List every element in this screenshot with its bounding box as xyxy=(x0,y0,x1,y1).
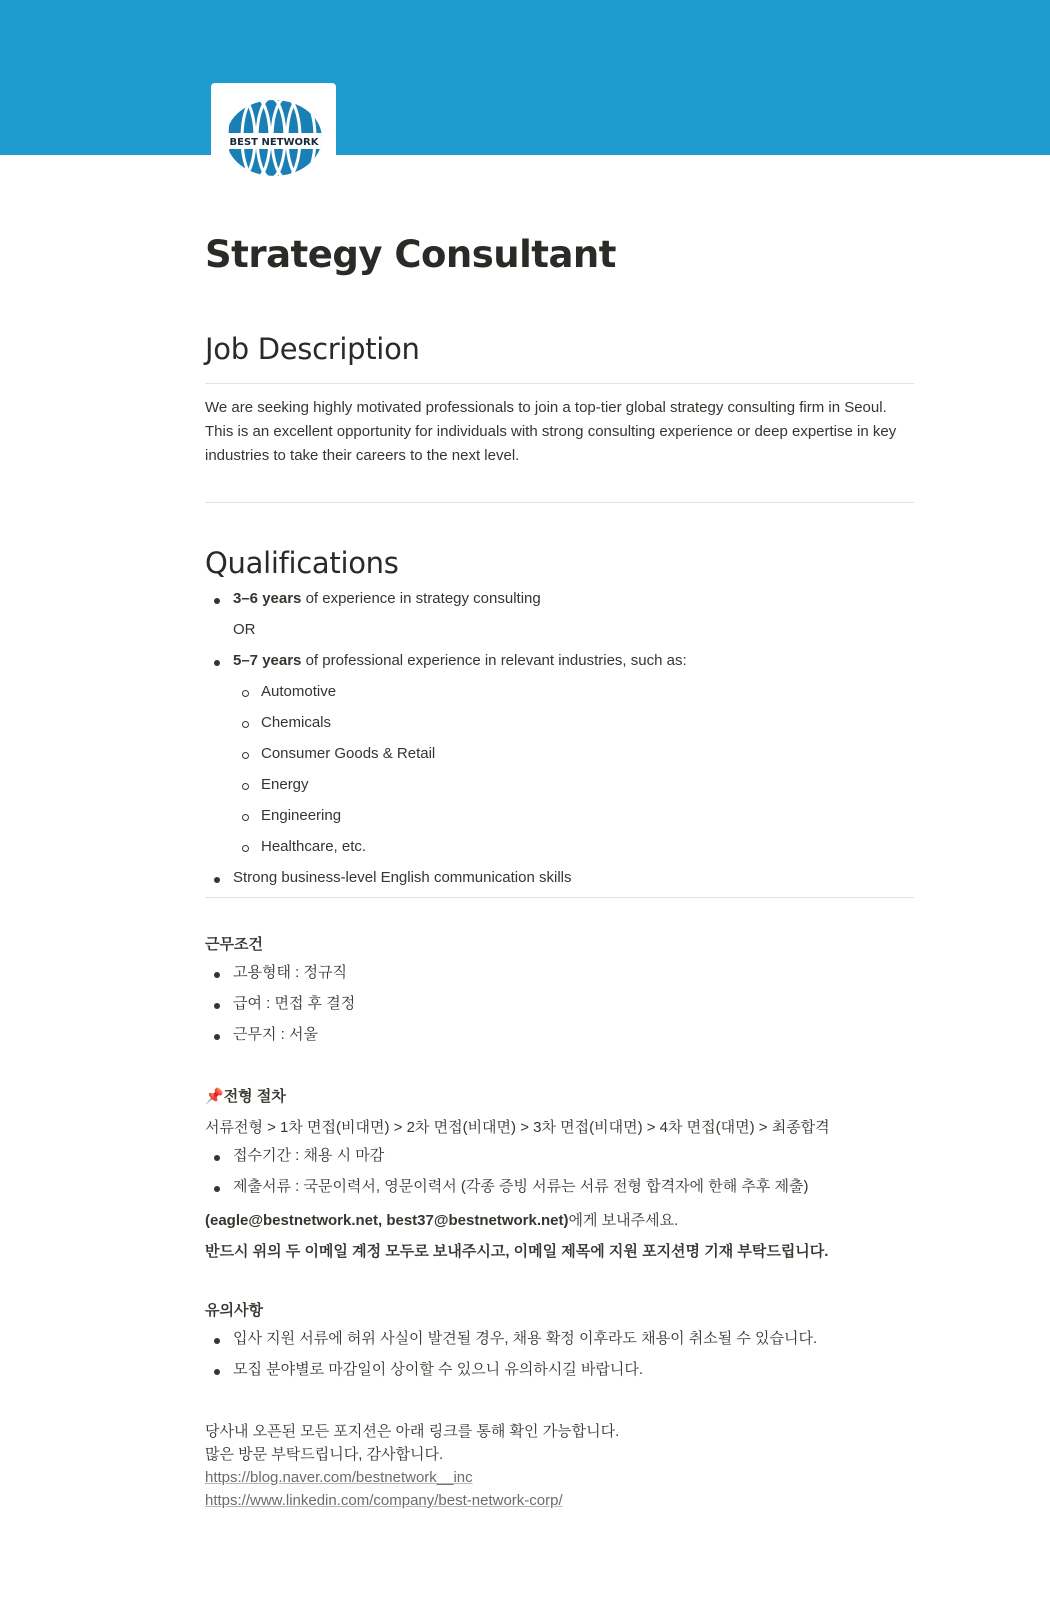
divider xyxy=(205,383,914,384)
industries-list xyxy=(205,676,914,862)
list-item: 고용형태 : 정규직 xyxy=(205,957,914,988)
divider xyxy=(205,897,914,898)
list-item: 모집 분야별로 마감일이 상이할 수 있으니 유의하시길 바랍니다. xyxy=(205,1354,914,1385)
cover-banner xyxy=(0,0,1050,155)
notes-heading: 유의사항 xyxy=(205,1302,263,1319)
list-item: Engineering xyxy=(233,800,914,831)
list-item: 급여 : 면접 후 결정 xyxy=(205,988,914,1019)
list-item: 3–6 years of experience in strategy consulting xyxy=(205,583,914,614)
footer-line-1: 당사내 오픈된 모든 포지션은 아래 링크를 통해 확인 가능합니다. xyxy=(205,1423,620,1440)
job-description-heading: Job Description xyxy=(205,332,420,366)
company-logo xyxy=(211,83,336,188)
list-item: Healthcare, etc. xyxy=(233,831,914,862)
page-title: Strategy Consultant xyxy=(205,233,616,276)
list-item: 접수기간 : 채용 시 마감 xyxy=(205,1140,914,1171)
list-item: Chemicals xyxy=(233,707,914,738)
or-text: OR xyxy=(233,621,256,638)
list-item: 근무지 : 서울 xyxy=(205,1019,914,1050)
list-item: 입사 지원 서류에 허위 사실이 발견될 경우, 채용 확정 이후라도 채용이 취소될 수 있습니다. xyxy=(205,1323,914,1354)
qualifications-heading: Qualifications xyxy=(205,546,399,580)
list-item: Strong business-level English communication skills xyxy=(205,862,914,893)
process-heading: 📌전형 절차 xyxy=(205,1088,286,1105)
conditions-list xyxy=(205,957,914,1050)
list-item: 5–7 years of professional experience in relevant industries, such as: xyxy=(205,645,914,676)
process-list xyxy=(205,1140,914,1202)
list-item: 제출서류 : 국문이력서, 영문이력서 (각종 증빙 서류는 서류 전형 합격자에 한해 추후 제출) xyxy=(205,1171,914,1202)
email-line: (eagle@bestnetwork.net, best37@bestnetwork.net)에게 보내주세요. xyxy=(205,1212,679,1229)
conditions-heading: 근무조건 xyxy=(205,936,263,953)
notes-list xyxy=(205,1323,914,1385)
qualifications-list xyxy=(205,583,914,614)
page-content xyxy=(205,225,914,1512)
pin-icon: 📌 xyxy=(205,1088,224,1105)
linkedin-link[interactable]: https://www.linkedin.com/company/best-network-corp/ xyxy=(205,1492,563,1509)
logo-text: BEST NETWORK xyxy=(229,137,319,148)
footer-line-2: 많은 방문 부탁드립니다, 감사합니다. xyxy=(205,1446,444,1463)
process-steps: 서류전형 > 1차 면접(비대면) > 2차 면접(비대면) > 3차 면접(비대면) > 4차 면접(대면) > 최종합격 xyxy=(205,1119,830,1136)
email-notice: 반드시 위의 두 이메일 계정 모두로 보내주시고, 이메일 제목에 지원 포지션명 기재 부탁드립니다. xyxy=(205,1243,829,1260)
list-item: Automotive xyxy=(233,676,914,707)
job-description-text: We are seeking highly motivated professionals to join a top-tier global strategy consulting firm in Seoul. This is an excellent opportunity for individuals with strong consulting experience or deep expertise in key industries to take their careers to the next level. xyxy=(205,399,897,464)
list-item: Energy xyxy=(233,769,914,800)
divider xyxy=(205,502,914,503)
list-item: Consumer Goods & Retail xyxy=(233,738,914,769)
naver-blog-link[interactable]: https://blog.naver.com/bestnetwork__inc xyxy=(205,1469,473,1486)
